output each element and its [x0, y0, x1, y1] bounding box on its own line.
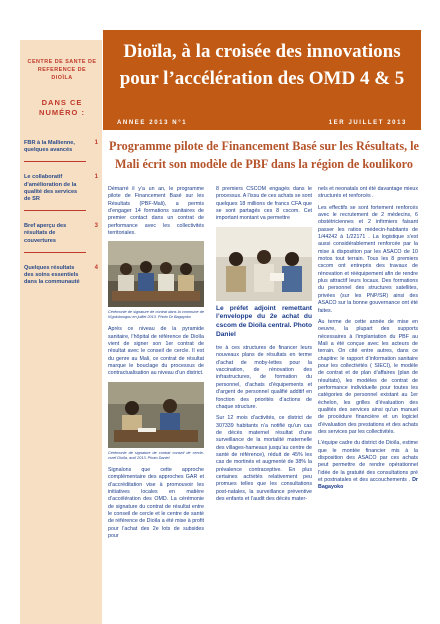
toc-item-text: FBR à la Mallienne, quelques avancés — [24, 140, 75, 154]
sidebar — [20, 40, 102, 624]
toc-item-page: 3 — [94, 223, 98, 230]
photo-council-contract — [108, 382, 204, 448]
paragraph: Au terme de cette année de mise en oeuvre, la plupart des supports nécessaires à l’implantation du PBF au Mali a été conçue avec les acteurs de terrain. On cité entre autres, dans ce chapitre: le rapport d’information sanitaire pour les collectivités ( SIECI), le modèle de contrat et de plan d’affaires (plan de résultats), les modèles de contrat de performance individuelle pour toutes les catégories de personnel existant au 1er échelon, les grilles d’évaluation des qualités des services ainsi qu’un manuel de procédure financière et un logiciel d’évaluation des prestations et des achats des services par les collectivités. — [318, 318, 418, 435]
masthead — [103, 30, 421, 130]
toc-item-page: 1 — [94, 140, 98, 146]
toc-item-page: 1 — [94, 174, 98, 181]
author-signature: Dr Bagayoko — [318, 477, 418, 491]
toc-item-text: Bref aperçu des résultats de couvertures — [24, 223, 67, 244]
paragraph-text: L’équipe cadre du district de Dioïla, estime que le montée financier mis à la disposition des ASACO par ces achats peut permettre de rendre opérationnel l’idée de la gratuité des consultations pré et postnatales et des accouchements . — [318, 440, 418, 484]
article-column-2 — [216, 186, 312, 507]
divider — [24, 210, 86, 211]
toc-item[interactable] — [24, 174, 100, 211]
masthead-title-line2: pour l’accélération des OMD 4 & 5 — [119, 68, 405, 89]
toc-item-page: 4 — [94, 264, 98, 271]
issue-number: ANNEE 2013 N°1 — [117, 120, 188, 126]
toc-item[interactable] — [24, 265, 100, 287]
toc-item[interactable] — [24, 223, 100, 253]
divider — [24, 252, 86, 253]
paragraph — [318, 440, 418, 491]
photo-illustration — [216, 227, 312, 301]
toc-item[interactable] — [24, 140, 100, 162]
masthead-title-line1: Dioïla, à la croisée des innovations — [123, 41, 401, 62]
photo-caption: Cérémonie de signature de contrat conseil de cercle-csref Dioïla, avril 2013. Photo Daniel — [108, 450, 204, 460]
article-column-1 — [108, 186, 204, 544]
article-column-3 — [318, 186, 418, 496]
paragraph: Après ce niveau de la pyramide sanitaire, l’hôpital de référence de Dioïla vient de signer son 1er contrat de résultat avec le conseil de cercle. Il est du genre au Mali, ce contrat de résultat marque le bouclage du processus de contractualisation au niveau d’un district. — [108, 326, 204, 377]
photo-prefect-envelope — [216, 227, 312, 301]
paragraph: Démarré il y’a un an, le programme pilote de Financement Basé sur les Résultats (PBF-Mali), a permis d’engager 14 formations sanitaires de premier contact dans un contrat de performance avec les collectivités territoriales. — [108, 186, 204, 237]
paragraph: Sur 12 mois d’activités, ce district de 307339 habitants n’a notifié qu’un cas de décès maternel résultat d’une surveillance de la mortalité maternelle des villages-hameaux jusqu’au centre de santé de référence), réduit de 45% les cas de mortinés et augmenté de 38% la prévalence contraceptive. En plus certaines activités relativement peu promues telles que les consultations post-natales, la surveillance préventive des enfants et l’audit des décès mater- — [216, 415, 312, 502]
photo-contract-signing — [108, 241, 204, 307]
article-title-line2: Mali écrit son modèle de PBF dans la région de koulikoro — [115, 157, 413, 171]
contents-heading: DANS CE NUMÉRO : — [39, 98, 85, 117]
toc-item-text: Quelques résultats des soins essentiels dans la communauté — [24, 264, 80, 286]
paragraph: nels et neonatals ont été davantage mieux structurés et renforcés . — [318, 186, 418, 200]
pull-quote: Le préfet adjoint remettant l’enveloppe du 2e achat du cscom de Dioïla central. Photo Daniel — [216, 304, 312, 338]
toc-item-text: Le collaboratif d'amélioration de la qualité des services de SR — [24, 174, 78, 203]
issue-date: 1ER JUILLET 2013 — [328, 120, 407, 126]
paragraph: tre à ces structures de financer leurs nouveaux plans de résultats en terme d’achat de moby-lettes pour la vaccination, de rénovation des infrastructures, de formation du personnel, d’achats d’équipements et d’argent de personnel qualifié additif en fonction des priorités d’actions de chaque structure. — [216, 345, 312, 410]
organization-name: CENTRE DE SANTE DE REFERENCE DE DIOÏLA — [27, 59, 97, 81]
issue-bar — [103, 118, 421, 130]
paragraph: Signalons que cette approche complémentaire des approches GAR et d’accréditation vise à promouvoir les initiatives locales en matière d’accélération des OMD. La cérémonie de signature du contrat de résultat entre le conseil de cercle et le centre de santé de référence de Dioïla a été mise à profit pour l’achat des 2e lots de subsides pour — [108, 466, 204, 539]
masthead-title — [103, 38, 421, 92]
paragraph: 8 premiers CSCOM engagés dans le processus. A l’issu de ces achats se sont quelques 18 millions de francs CFA que se sont partagés ces 8 cscom. Cet important montant va permettre — [216, 186, 312, 222]
article-title-line1: Programme pilote de Financement Basé sur les Résultats, le — [109, 139, 419, 153]
paragraph: Les effectifs se sont fortement renforcés avec le recrutement de 2 médecins, 6 obstétriciennes et 2 infirmiers faisant passer les ratios médecin-habitants de 1/44242 à 1/22171 . La logistique s’est aussi considérablement renforcée par la mise à disposition par les ASACO de 10 motos tout terrain. Tous les 8 premiers cscom ont entrepris des travaux de rénovation et rééquipement afin de rendre plus attractif leurs locaux. Des formations du personnel des structures satellites, privées (sur les PNP/SR) ainsi des ASACO sur la bonne gouvernance ont été faites. — [318, 204, 418, 314]
photo-illustration — [108, 382, 204, 448]
table-of-contents — [24, 140, 100, 298]
divider — [24, 161, 86, 162]
article-title — [108, 137, 420, 173]
photo-caption: Cérémonie de signature de contrat dans la commune de N'golobougou en juillet 2013. Photo Dr Bagayoko — [108, 310, 204, 320]
photo-illustration — [108, 241, 204, 307]
